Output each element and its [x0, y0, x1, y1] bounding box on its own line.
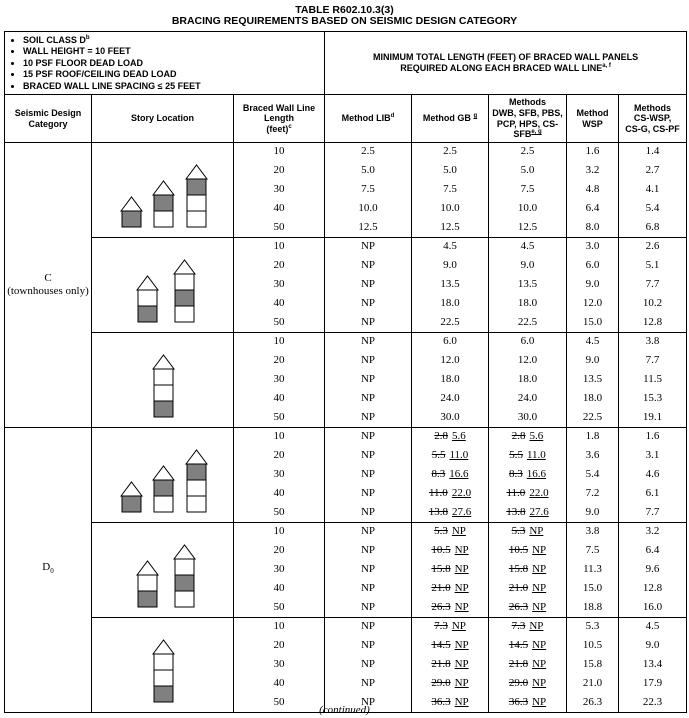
value-cell: NP	[360, 240, 376, 253]
value-cell: 26.3	[582, 696, 603, 709]
values-lengths	[234, 428, 325, 523]
header-seismic-design-category: Seismic Design Category	[5, 95, 92, 143]
table-row	[5, 238, 687, 333]
value-cell: 2.7	[645, 164, 660, 177]
value-cell: 7.2	[585, 487, 600, 500]
value-cell: 1.8	[585, 430, 600, 443]
value-cell: 3.6	[585, 449, 600, 462]
value-cell: 4.5	[520, 240, 535, 253]
value-cell: 9.0	[585, 278, 600, 291]
values-lengths	[234, 143, 325, 238]
value-cell: 5.3 NP	[434, 525, 466, 538]
value-cell: 21.8 NP	[431, 658, 469, 671]
value-cell: 5.3 NP	[511, 525, 544, 538]
value-cell: 10	[273, 145, 285, 158]
value-cell: 20	[273, 544, 285, 557]
value-cell: 14.5 NP	[431, 639, 469, 652]
value-cell: 11.3	[583, 563, 602, 576]
value-cell: 50	[273, 411, 285, 424]
value-cell: NP	[360, 392, 376, 405]
values-dwb	[489, 238, 567, 333]
value-cell: 5.1	[645, 259, 660, 272]
values-dwb	[489, 333, 567, 428]
value-cell: NP	[360, 335, 376, 348]
table-row	[5, 618, 687, 713]
value-cell: 4.5	[443, 240, 457, 253]
values-cs	[619, 333, 687, 428]
value-cell: 4.5	[585, 335, 600, 348]
value-cell: 40	[273, 202, 285, 215]
value-cell: NP	[360, 449, 376, 462]
values-cs	[619, 428, 687, 523]
value-cell: 10.0	[517, 202, 538, 215]
value-cell: NP	[360, 506, 376, 519]
condition-item: • 15 PSF ROOF/CEILING DEAD LOAD	[23, 69, 322, 80]
value-cell: 2.6	[645, 240, 660, 253]
values-wsp	[567, 238, 619, 333]
value-cell: 15.8	[582, 658, 603, 671]
value-cell: 7.7	[645, 506, 660, 519]
value-cell: NP	[360, 316, 376, 329]
value-cell: 3.1	[645, 449, 660, 462]
value-cell: 40	[273, 297, 285, 310]
value-cell: NP	[360, 487, 376, 500]
value-cell: 10	[273, 240, 285, 253]
value-cell: 10.2	[642, 297, 663, 310]
values-wsp	[567, 143, 619, 238]
value-cell: 15.0	[582, 582, 603, 595]
values-lengths	[234, 333, 325, 428]
value-cell: 11.0 22.0	[428, 487, 472, 500]
values-dwb	[489, 143, 567, 238]
header-methods-cs: Methods CS-WSP, CS-G, CS-PF	[619, 95, 687, 143]
value-cell: 3.2	[585, 164, 600, 177]
value-cell: 2.5	[520, 145, 535, 158]
value-cell: 17.9	[642, 677, 663, 690]
value-cell: 2.8 5.6	[511, 430, 544, 443]
values-gb	[412, 238, 489, 333]
value-cell: 7.7	[645, 278, 660, 291]
value-cell: 18.0	[582, 392, 603, 405]
value-cell: 13.8 27.6	[428, 506, 472, 519]
minimum-length-header: MINIMUM TOTAL LENGTH (FEET) OF BRACED WALL PANELS REQUIRED ALONG EACH BRACED WALL LINE$^{a, f}$	[325, 32, 687, 95]
value-cell: NP	[360, 468, 376, 481]
value-cell: 50	[273, 601, 285, 614]
value-cell: 5.0	[520, 164, 535, 177]
values-lengths	[234, 238, 325, 333]
value-cell: 15.3	[642, 392, 663, 405]
value-cell: 40	[273, 677, 285, 690]
bracing-table	[4, 31, 687, 713]
value-cell: NP	[360, 601, 376, 614]
value-cell: 15.8 NP	[431, 563, 469, 576]
value-cell: 24.0	[517, 392, 538, 405]
value-cell: 8.3 16.6	[509, 468, 547, 481]
values-gb	[412, 143, 489, 238]
story-location-diagram	[92, 333, 234, 428]
value-cell: 30	[273, 373, 285, 386]
header-methods-dwb: Methods DWB, SFB, PBS, PCP, HPS, CS- SFB$^{e, g}$	[489, 95, 567, 143]
value-cell: NP	[360, 430, 376, 443]
value-cell: 15.0	[582, 316, 603, 329]
value-cell: NP	[360, 297, 376, 310]
value-cell: 10.0	[440, 202, 460, 215]
value-cell: 13.4	[642, 658, 663, 671]
value-cell: NP	[360, 278, 376, 291]
value-cell: 30	[273, 658, 285, 671]
value-cell: 30	[273, 563, 285, 576]
value-cell: 13.8 27.6	[506, 506, 549, 519]
value-cell: 22.5	[517, 316, 538, 329]
value-cell: NP	[360, 658, 376, 671]
value-cell: 19.1	[642, 411, 663, 424]
value-cell: 6.0	[443, 335, 457, 348]
values-lengths	[234, 618, 325, 713]
value-cell: 15.8 NP	[508, 563, 547, 576]
value-cell: 18.0	[517, 373, 538, 386]
value-cell: 5.5 11.0	[431, 449, 469, 462]
value-cell: 13.5	[517, 278, 538, 291]
value-cell: 13.5	[582, 373, 603, 386]
values-cs	[619, 618, 687, 713]
table-subtitle: BRACING REQUIREMENTS BASED ON SEISMIC DESIGN CATEGORY	[171, 15, 518, 27]
value-cell: 18.0	[517, 297, 538, 310]
values-lib	[325, 333, 412, 428]
value-cell: 36.3 NP	[431, 696, 469, 709]
value-cell: 6.4	[645, 544, 660, 557]
value-cell: 26.3 NP	[431, 601, 469, 614]
header-method-lib: Method LIB$^d$	[325, 95, 412, 143]
value-cell: 10.5	[582, 639, 603, 652]
value-cell: 6.0	[520, 335, 535, 348]
value-cell: 4.1	[645, 183, 660, 196]
value-cell: 18.0	[440, 297, 460, 310]
condition-item: • SOIL CLASS $D^b$	[23, 35, 322, 46]
value-cell: 16.0	[642, 601, 663, 614]
value-cell: 7.7	[645, 354, 660, 367]
values-wsp	[567, 523, 619, 618]
condition-item: • 10 PSF FLOOR DEAD LOAD	[23, 58, 322, 69]
values-wsp	[567, 618, 619, 713]
value-cell: 12.0	[517, 354, 538, 367]
values-lib	[325, 428, 412, 523]
condition-item: • WALL HEIGHT = 10 FEET	[23, 46, 322, 57]
story-location-diagram	[92, 143, 234, 238]
table-row	[5, 428, 687, 523]
value-cell: 12.0	[440, 354, 460, 367]
value-cell: 6.4	[585, 202, 600, 215]
header-braced-wall-line-length: Braced Wall Line Length (feet)$^c$	[234, 95, 325, 143]
value-cell: 30	[273, 183, 285, 196]
value-cell: 11.0 22.0	[506, 487, 549, 500]
value-cell: NP	[360, 677, 376, 690]
value-cell: 5.0	[361, 164, 375, 177]
value-cell: 10	[273, 525, 285, 538]
value-cell: 6.8	[645, 221, 660, 234]
value-cell: 8.0	[585, 221, 600, 234]
table-row	[5, 523, 687, 618]
table-row	[5, 333, 687, 428]
value-cell: 20	[273, 354, 285, 367]
values-gb	[412, 618, 489, 713]
values-lengths	[234, 523, 325, 618]
value-cell: 4.5	[645, 620, 660, 633]
value-cell: NP	[360, 411, 376, 424]
value-cell: 29.0 NP	[431, 677, 469, 690]
value-cell: 22.5	[582, 411, 603, 424]
value-cell: 5.4	[585, 468, 600, 481]
value-cell: 7.5	[520, 183, 535, 196]
value-cell: 3.0	[585, 240, 600, 253]
value-cell: 20	[273, 164, 285, 177]
table-row	[5, 143, 687, 238]
value-cell: NP	[360, 563, 376, 576]
values-wsp	[567, 428, 619, 523]
values-lib	[325, 143, 412, 238]
design-conditions	[5, 32, 325, 95]
value-cell: 8.3 16.6	[431, 468, 469, 481]
value-cell: 18.0	[440, 373, 460, 386]
value-cell: NP	[360, 544, 376, 557]
value-cell: 3.8	[645, 335, 660, 348]
value-cell: 5.5 11.0	[509, 449, 546, 462]
value-cell: 36.3 NP	[508, 696, 547, 709]
value-cell: 11.5	[643, 373, 662, 386]
header-method-gb: Method GB $^g$	[412, 95, 489, 143]
header-story-location: Story Location	[92, 95, 234, 143]
value-cell: 12.5	[440, 221, 460, 234]
seismic-design-category-cell: C (townhouses only)	[5, 143, 92, 428]
value-cell: 13.5	[440, 278, 460, 291]
value-cell: 6.1	[645, 487, 660, 500]
value-cell: 7.5	[585, 544, 600, 557]
value-cell: 9.0	[520, 259, 535, 272]
value-cell: 12.5	[517, 221, 538, 234]
value-cell: 22.5	[440, 316, 460, 329]
value-cell: 2.5	[443, 145, 457, 158]
value-cell: 7.5	[361, 183, 375, 196]
value-cell: 12.0	[582, 297, 603, 310]
values-wsp	[567, 333, 619, 428]
value-cell: 20	[273, 639, 285, 652]
value-cell: 9.0	[443, 259, 457, 272]
value-cell: 4.8	[585, 183, 600, 196]
value-cell: NP	[360, 259, 376, 272]
value-cell: NP	[360, 354, 376, 367]
value-cell: 24.0	[440, 392, 460, 405]
value-cell: 10.0	[358, 202, 378, 215]
values-gb	[412, 333, 489, 428]
value-cell: 50	[273, 316, 285, 329]
value-cell: 9.0	[645, 639, 660, 652]
values-lib	[325, 523, 412, 618]
story-location-diagram	[92, 238, 234, 333]
value-cell: 29.0 NP	[508, 677, 547, 690]
value-cell: 30.0	[440, 411, 460, 424]
value-cell: 18.8	[582, 601, 603, 614]
values-dwb	[489, 428, 567, 523]
values-cs	[619, 523, 687, 618]
value-cell: 1.6	[645, 430, 660, 443]
value-cell: 9.0	[585, 354, 600, 367]
value-cell: 14.5 NP	[508, 639, 547, 652]
value-cell: 5.3	[585, 620, 600, 633]
value-cell: 26.3 NP	[508, 601, 547, 614]
values-cs	[619, 143, 687, 238]
value-cell: 2.8 5.6	[434, 430, 466, 443]
value-cell: 10	[273, 620, 285, 633]
value-cell: 21.0	[582, 677, 603, 690]
value-cell: NP	[360, 525, 376, 538]
values-gb	[412, 428, 489, 523]
value-cell: 10.5 NP	[431, 544, 469, 557]
continued-note: (continued)	[319, 704, 370, 716]
values-lib	[325, 618, 412, 713]
value-cell: 20	[273, 449, 285, 462]
story-location-diagram	[92, 523, 234, 618]
values-dwb	[489, 523, 567, 618]
values-gb	[412, 523, 489, 618]
table-title: TABLE R602.10.3(3)	[295, 4, 394, 16]
value-cell: 10.5 NP	[508, 544, 547, 557]
value-cell: 12.8	[642, 316, 663, 329]
value-cell: 22.3	[642, 696, 663, 709]
value-cell: 21.8 NP	[508, 658, 547, 671]
value-cell: 10	[273, 430, 285, 443]
value-cell: 40	[273, 487, 285, 500]
value-cell: 30	[273, 278, 285, 291]
condition-item: • BRACED WALL LINE SPACING ≤ 25 FEET	[23, 81, 322, 92]
value-cell: 5.0	[443, 164, 457, 177]
value-cell: 20	[273, 259, 285, 272]
value-cell: 12.8	[642, 582, 663, 595]
value-cell: NP	[360, 582, 376, 595]
value-cell: 30	[273, 468, 285, 481]
value-cell: 7.5	[443, 183, 457, 196]
value-cell: 50	[273, 696, 285, 709]
value-cell: NP	[360, 373, 376, 386]
value-cell: 1.4	[645, 145, 660, 158]
value-cell: 21.0 NP	[431, 582, 469, 595]
values-cs	[619, 238, 687, 333]
value-cell: 30.0	[517, 411, 538, 424]
value-cell: 40	[273, 392, 285, 405]
value-cell: 21.0 NP	[508, 582, 547, 595]
value-cell: 12.5	[358, 221, 378, 234]
value-cell: 3.8	[585, 525, 600, 538]
value-cell: 50	[273, 506, 285, 519]
value-cell: 7.3 NP	[434, 620, 466, 633]
value-cell: 10	[273, 335, 285, 348]
value-cell: 1.6	[585, 145, 600, 158]
value-cell: 9.6	[645, 563, 660, 576]
value-cell: NP	[360, 620, 376, 633]
value-cell: 3.2	[645, 525, 660, 538]
story-location-diagram	[92, 618, 234, 713]
value-cell: 6.0	[585, 259, 600, 272]
value-cell: 2.5	[361, 145, 375, 158]
value-cell: 5.4	[645, 202, 660, 215]
value-cell: 9.0	[585, 506, 600, 519]
values-lib	[325, 238, 412, 333]
value-cell: 40	[273, 582, 285, 595]
seismic-design-category-cell: $D_0$	[5, 428, 92, 713]
header-method-wsp: Method WSP	[567, 95, 619, 143]
value-cell: 50	[273, 221, 285, 234]
value-cell: NP	[360, 696, 376, 709]
story-location-diagram	[92, 428, 234, 523]
values-dwb	[489, 618, 567, 713]
value-cell: NP	[360, 639, 376, 652]
value-cell: 4.6	[645, 468, 660, 481]
value-cell: 7.3 NP	[511, 620, 544, 633]
